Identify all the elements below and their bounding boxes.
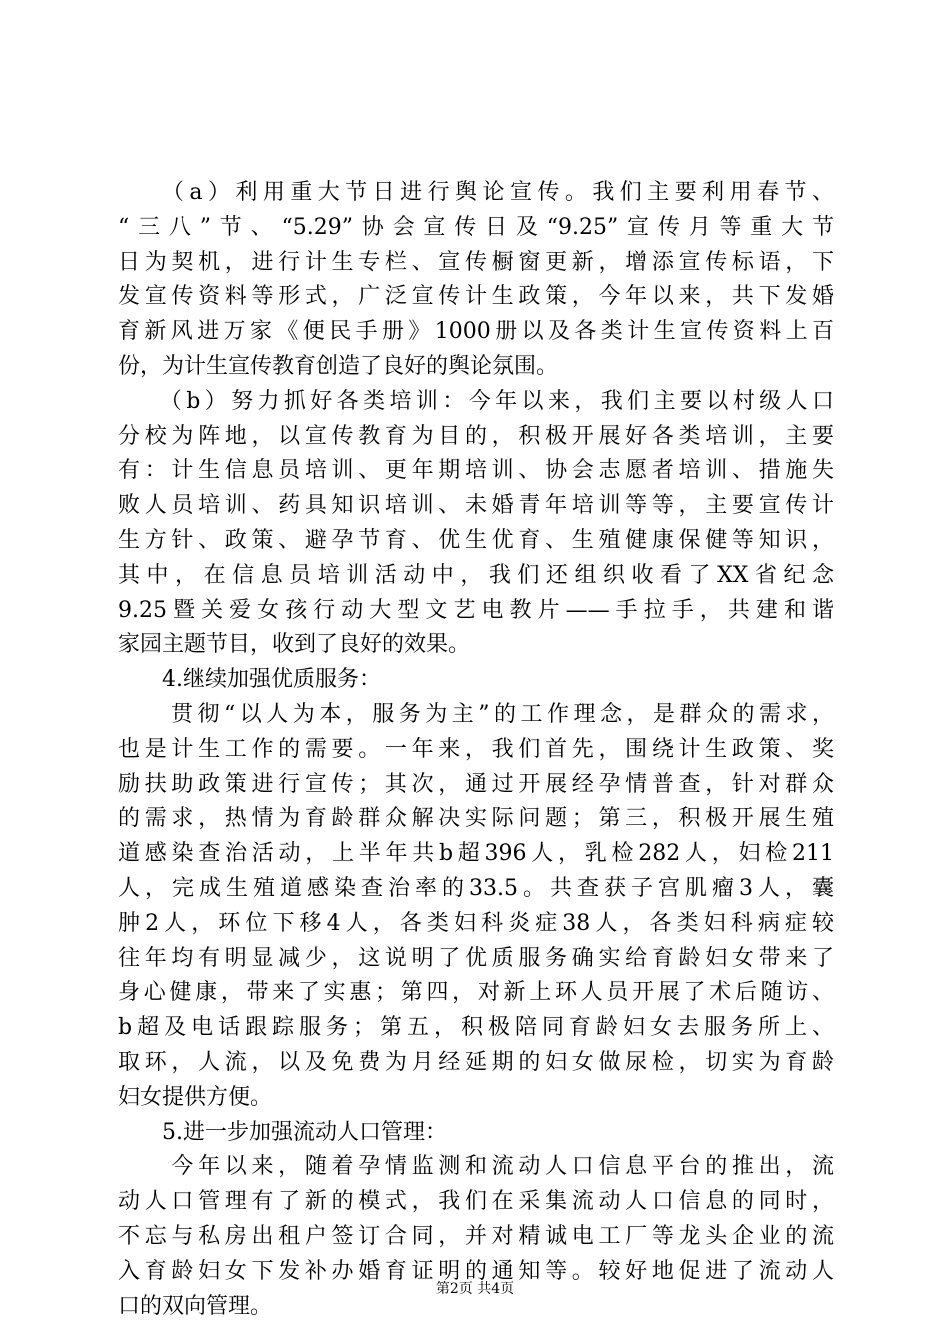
text-line: 也是计生工作的需要。一年来，我们首先，围绕计生政策、奖: [118, 736, 834, 762]
section-heading: 5.进一步加强流动人口管理：: [118, 1119, 447, 1145]
text-line: （a）利用重大节日进行舆论宣传。我们主要利用春节、: [118, 180, 834, 205]
text-line: 份，为计生宣传教育创造了良好的舆论氛围。: [118, 353, 559, 379]
text-line: 入育龄妇女下发补办婚育证明的通知等。较好地促进了流动人: [118, 1258, 834, 1284]
text-line: “三八”节、“5.29”协会宣传日及“9.25”宣传月等重大节: [118, 214, 834, 240]
text-line: 身心健康，带来了实惠；第四，对新上环人员开展了术后随访、: [118, 980, 834, 1006]
text-line: （b）努力抓好各类培训：今年以来，我们主要以村级人口: [118, 388, 834, 414]
text-line: 妇女提供方便。: [118, 1084, 273, 1110]
text-line: 日为契机，进行计生专栏、宣传橱窗更新，增添宣传标语，下: [118, 249, 834, 275]
text-line: 生方针、政策、避孕节育、优生优育、生殖健康保健等知识，: [118, 527, 834, 553]
text-line: 发宣传资料等形式，广泛宣传计生政策，今年以来，共下发婚: [118, 284, 834, 310]
text-line: 其中，在信息员培训活动中，我们还组织收看了XX省纪念: [118, 562, 834, 588]
text-line: 不忘与私房出租户签订合同，并对精诚电工厂等龙头企业的流: [118, 1223, 834, 1249]
page-number: 第2页 共4页: [435, 1281, 515, 1297]
text-line: 的需求，热情为育龄群众解决实际问题；第三，积极开展生殖: [118, 806, 834, 832]
text-line: 口的双向管理。: [118, 1293, 273, 1319]
text-line: 育新风进万家《便民手册》1000册以及各类计生宣传资料上百: [118, 319, 834, 345]
text-line: 取环，人流，以及免费为月经延期的妇女做尿检，切实为育龄: [118, 1049, 834, 1075]
section-heading: 4.继续加强优质服务：: [118, 667, 381, 693]
text-line: 往年均有明显减少，这说明了优质服务确实给育龄妇女带来了: [118, 945, 834, 971]
text-line: 贯彻“以人为本，服务为主”的工作理念，是群众的需求，: [118, 701, 834, 727]
text-line: 败人员培训、药具知识培训、未婚青年培训等等，主要宣传计: [118, 493, 834, 519]
text-line: 有：计生信息员培训、更年期培训、协会志愿者培训、措施失: [118, 458, 834, 484]
text-line: 9.25暨关爱女孩行动大型文艺电教片——手拉手，共建和谐: [118, 597, 834, 623]
body-text: [118, 176, 834, 1324]
text-line: b超及电话跟踪服务；第五，积极陪同育龄妇女去服务所上、: [118, 1015, 834, 1041]
text-line: 道感染查治活动，上半年共b超396人，乳检282人，妇检211: [118, 841, 834, 867]
text-line: 今年以来，随着孕情监测和流动人口信息平台的推出，流: [118, 1154, 834, 1180]
text-line: 分校为阵地，以宣传教育为目的，积极开展好各类培训，主要: [118, 423, 834, 449]
text-line: 人，完成生殖道感染查治率的33.5。共查获子宫肌瘤3人，囊: [118, 875, 834, 901]
text-line: 肿2人，环位下移4人，各类妇科炎症38人，各类妇科病症较: [118, 910, 834, 936]
text-line: 励扶助政策进行宣传；其次，通过开展经孕情普查，针对群众: [118, 771, 834, 797]
text-line: 家园主题节目，收到了良好的效果。: [118, 632, 471, 658]
text-line: 动人口管理有了新的模式，我们在采集流动人口信息的同时，: [118, 1189, 834, 1215]
